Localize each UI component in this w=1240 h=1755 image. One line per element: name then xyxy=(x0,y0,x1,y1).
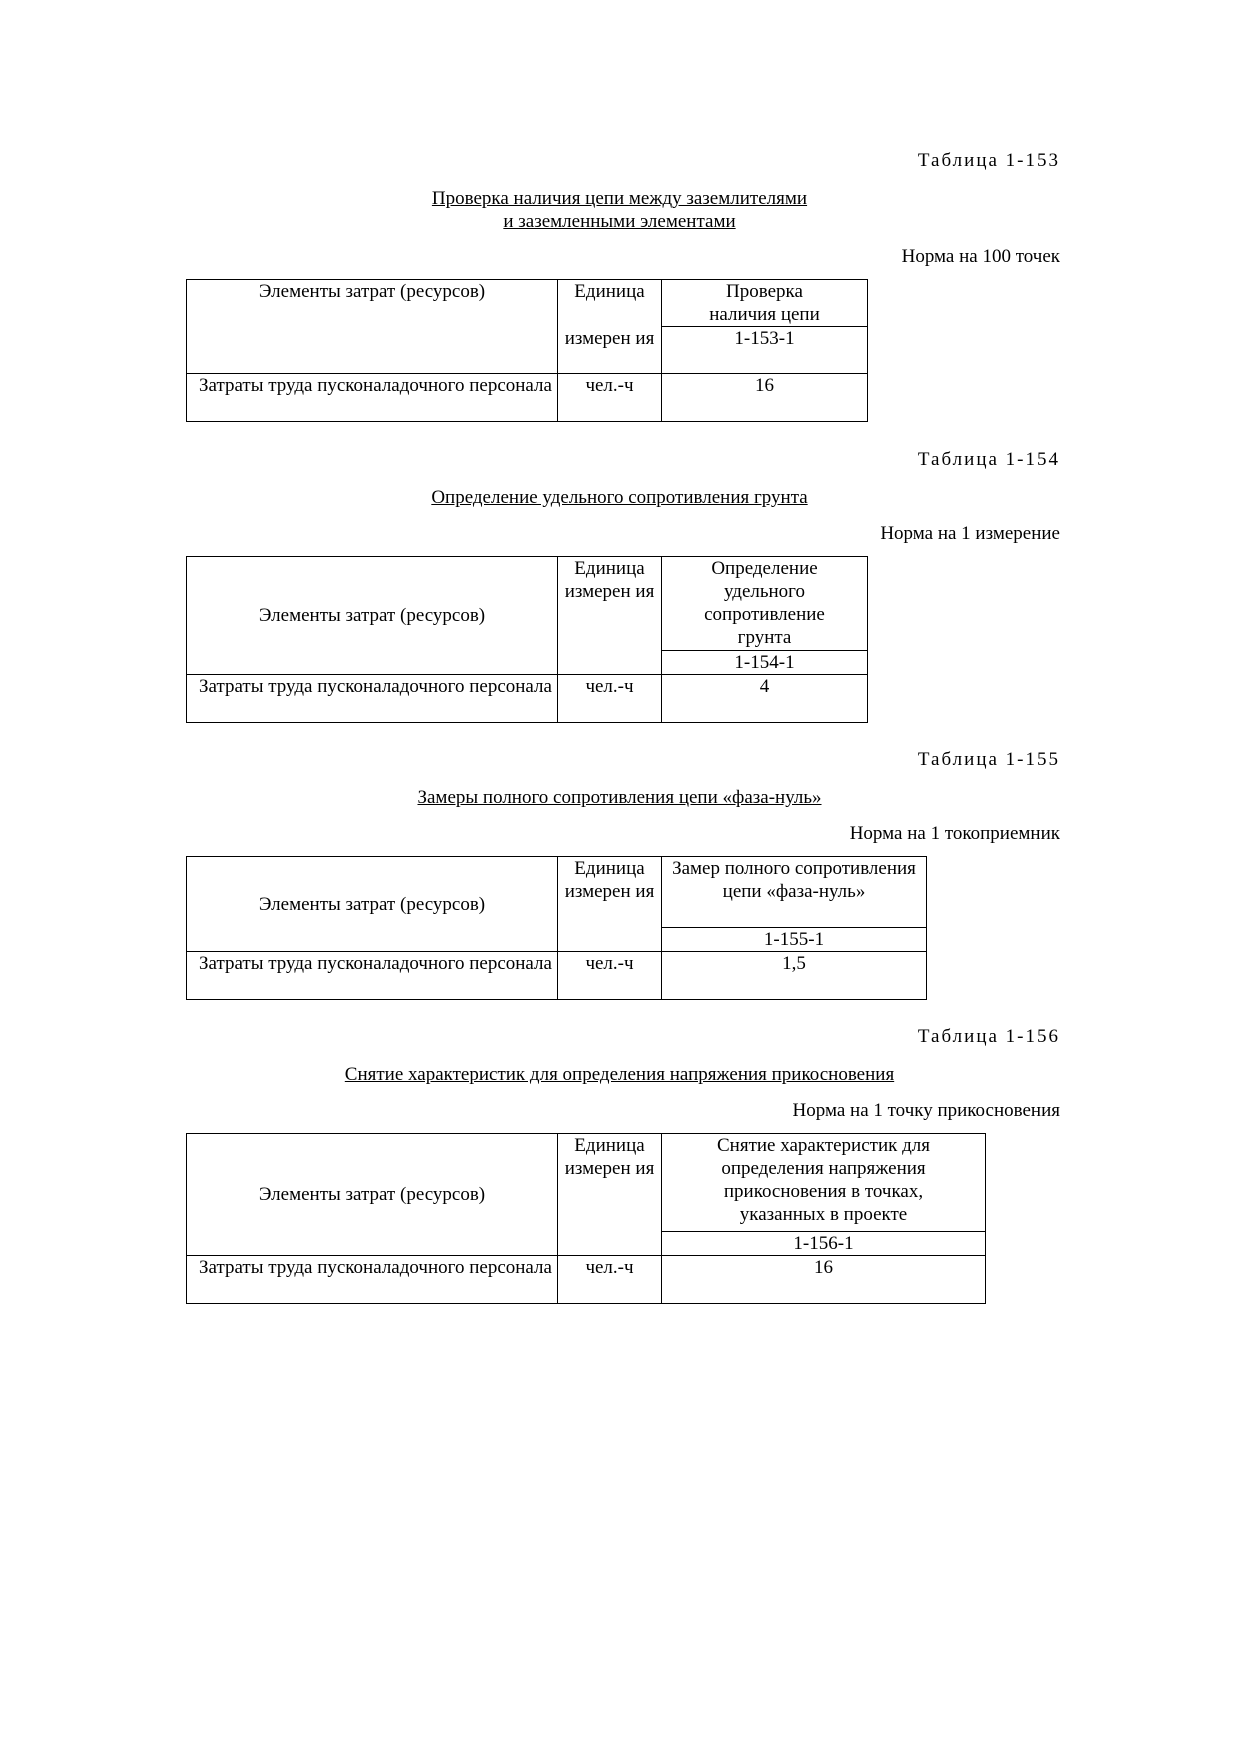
header-unit-top: Единица xyxy=(558,280,662,327)
header-work-title: Снятие характеристик для определения напряжения прикосновения в точках, указанных в проекте xyxy=(662,1134,986,1232)
header-code: 1-155-1 xyxy=(662,928,927,952)
header-code: 1-153-1 xyxy=(662,327,868,374)
header-resources: Элементы затрат (ресурсов) xyxy=(187,857,558,952)
row-value: 16 xyxy=(662,1256,986,1304)
row-unit: чел.-ч xyxy=(558,374,662,422)
row-unit: чел.-ч xyxy=(558,675,662,723)
norm-text: Норма на 1 токоприемник xyxy=(849,823,1060,844)
resource-table xyxy=(186,1133,986,1304)
header-unit-bottom: измерен ия xyxy=(558,327,662,374)
caption-line: Проверка наличия цепи между заземлителями xyxy=(431,188,808,209)
row-label: Затраты труда пусконаладочного персонала xyxy=(187,675,558,723)
row-unit: чел.-ч xyxy=(558,1256,662,1304)
caption-line: Снятие характеристик для определения напряжения прикосновения xyxy=(344,1064,895,1085)
row-unit: чел.-ч xyxy=(558,952,662,1000)
resource-table xyxy=(186,556,868,723)
header-resources: Элементы затрат (ресурсов) xyxy=(187,1134,558,1256)
table-caption xyxy=(186,1063,1053,1086)
table-label: Таблица 1-153 xyxy=(917,150,1060,171)
norm-text: Норма на 1 измерение xyxy=(880,523,1060,544)
row-label: Затраты труда пусконаладочного персонала xyxy=(187,374,558,422)
header-code: 1-154-1 xyxy=(662,651,868,675)
resource-table xyxy=(186,856,927,1000)
row-value: 4 xyxy=(662,675,868,723)
header-unit: Единица измерен ия xyxy=(558,557,662,675)
row-label: Затраты труда пусконаладочного персонала xyxy=(187,1256,558,1304)
header-work-title: Проверка наличия цепи xyxy=(662,280,868,327)
caption-line: Замеры полного сопротивления цепи «фаза-нуль» xyxy=(417,787,822,808)
header-resources: Элементы затрат (ресурсов) xyxy=(187,280,558,374)
table-caption xyxy=(186,187,1053,233)
table-caption xyxy=(186,486,1053,509)
row-label: Затраты труда пусконаладочного персонала xyxy=(187,952,558,1000)
resource-table xyxy=(186,279,868,422)
header-unit: Единица измерен ия xyxy=(558,1134,662,1256)
norm-text: Норма на 1 точку прикосновения xyxy=(792,1100,1060,1121)
table-label: Таблица 1-154 xyxy=(917,449,1060,470)
row-value: 1,5 xyxy=(662,952,927,1000)
table-caption xyxy=(186,786,1053,809)
caption-line: и заземленными элементами xyxy=(503,211,736,232)
norm-text: Норма на 100 точек xyxy=(901,246,1060,267)
header-work-title: Замер полного сопротивления цепи «фаза-нуль» xyxy=(662,857,927,928)
header-work-title: Определение удельного сопротивление грунта xyxy=(662,557,868,651)
header-code: 1-156-1 xyxy=(662,1232,986,1256)
table-label: Таблица 1-155 xyxy=(917,749,1060,770)
header-resources: Элементы затрат (ресурсов) xyxy=(187,557,558,675)
header-unit: Единица измерен ия xyxy=(558,857,662,952)
table-label: Таблица 1-156 xyxy=(917,1026,1060,1047)
row-value: 16 xyxy=(662,374,868,422)
caption-line: Определение удельного сопротивления грунта xyxy=(431,487,808,508)
